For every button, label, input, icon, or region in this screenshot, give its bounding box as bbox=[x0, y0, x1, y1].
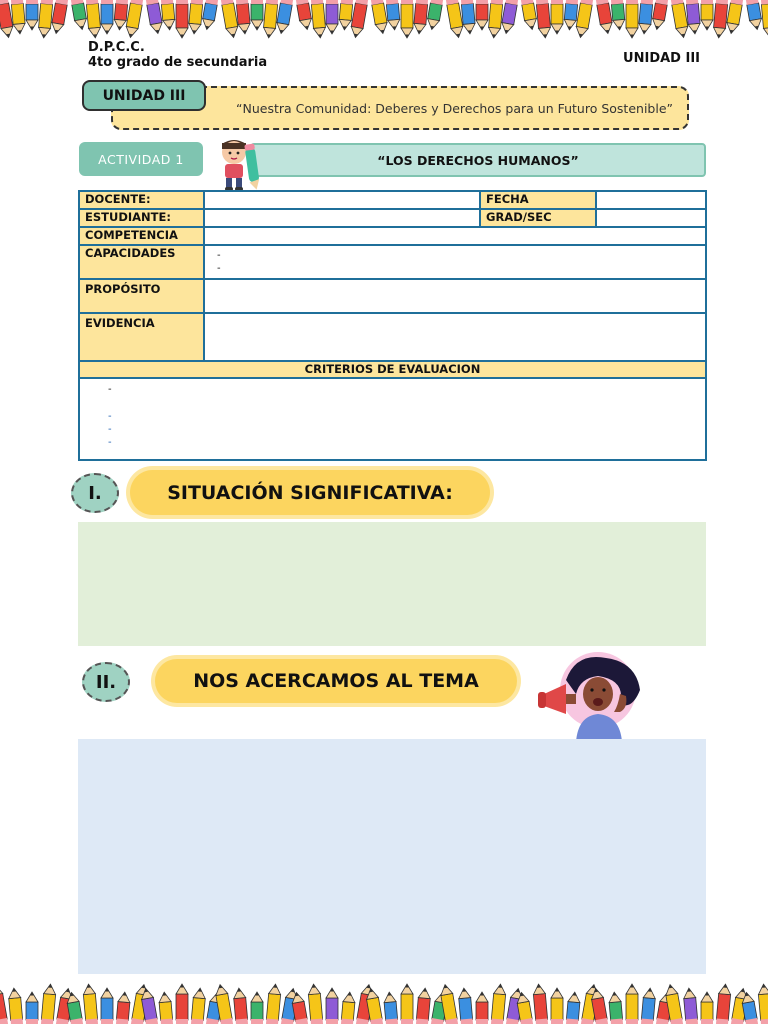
pencil-decoration bbox=[651, 0, 668, 31]
pencil-border-bottom bbox=[0, 974, 768, 1024]
pencil-decoration bbox=[416, 988, 431, 1024]
pencil-decoration bbox=[158, 992, 173, 1024]
pencil-decoration bbox=[83, 984, 99, 1024]
proposito-value[interactable] bbox=[204, 279, 706, 313]
school-header bbox=[88, 40, 267, 70]
pencil-decoration bbox=[713, 0, 728, 38]
activity-title: “LOS DERECHOS HUMANOS” bbox=[250, 143, 706, 177]
pencil-decoration bbox=[758, 984, 768, 1024]
activity-info-table bbox=[78, 190, 707, 461]
pencil-decoration bbox=[746, 0, 763, 31]
pencil-decoration bbox=[26, 992, 38, 1024]
boy-with-pencil-illustration bbox=[214, 134, 266, 192]
pencil-decoration bbox=[683, 988, 698, 1024]
pencil-decoration bbox=[491, 984, 507, 1024]
pencil-decoration bbox=[563, 0, 578, 30]
unit-title-text: “Nuestra Comunidad: Deberes y Derechos para un Futuro Sostenible” bbox=[236, 100, 673, 116]
pencil-decoration bbox=[188, 0, 203, 34]
pencil-decoration bbox=[251, 0, 263, 30]
pencil-decoration bbox=[338, 0, 353, 30]
pencil-decoration bbox=[608, 992, 623, 1024]
activity-badge: ACTIVIDAD 1 bbox=[79, 142, 203, 176]
pencil-decoration bbox=[626, 984, 638, 1024]
dpcc-label: D.P.C.C. bbox=[88, 40, 145, 55]
pencil-decoration bbox=[413, 0, 428, 34]
pencil-decoration bbox=[26, 0, 38, 30]
pencil-decoration bbox=[11, 0, 26, 34]
pencil-decoration bbox=[101, 0, 113, 34]
pencil-decoration bbox=[638, 0, 653, 34]
pencil-decoration bbox=[383, 992, 398, 1024]
criterio-item: - bbox=[108, 437, 112, 448]
criterios-value[interactable] bbox=[79, 378, 706, 460]
pencil-decoration bbox=[101, 988, 113, 1024]
pencil-decoration bbox=[326, 988, 338, 1024]
pencil-decoration bbox=[233, 988, 248, 1024]
pencil-decoration bbox=[341, 992, 356, 1024]
pencil-decoration bbox=[326, 0, 338, 34]
pencil-decoration bbox=[41, 984, 57, 1024]
docente-value[interactable] bbox=[204, 191, 480, 209]
pencil-decoration bbox=[761, 0, 768, 38]
pencil-decoration bbox=[191, 988, 206, 1024]
pencil-decoration bbox=[38, 0, 53, 38]
capacidades-label: CAPACIDADES bbox=[79, 245, 204, 279]
section-2-title: NOS ACERCAMOS AL TEMA bbox=[155, 659, 517, 703]
criterio-item: - bbox=[108, 384, 112, 395]
section-1-title: SITUACIÓN SIGNIFICATIVA: bbox=[130, 470, 490, 515]
pencil-decoration bbox=[521, 0, 538, 31]
pencil-decoration bbox=[251, 992, 263, 1024]
pencil-decoration bbox=[113, 0, 128, 30]
fecha-label: FECHA bbox=[480, 191, 596, 209]
pencil-decoration bbox=[311, 0, 326, 38]
pencil-border-top bbox=[0, 0, 768, 42]
pencil-decoration bbox=[86, 0, 101, 38]
capacidad-item: - bbox=[217, 250, 221, 261]
girl-with-megaphone-illustration bbox=[536, 650, 646, 742]
section-2-number: II. bbox=[82, 662, 130, 702]
pencil-decoration bbox=[386, 0, 401, 30]
capacidades-value[interactable] bbox=[204, 245, 706, 279]
pencil-decoration bbox=[686, 0, 701, 34]
competencia-value[interactable] bbox=[204, 227, 706, 245]
estudiante-label: ESTUDIANTE: bbox=[79, 209, 204, 227]
pencil-decoration bbox=[716, 984, 732, 1024]
criterio-item: - bbox=[108, 411, 112, 422]
proposito-label: PROPÓSITO bbox=[79, 279, 204, 313]
pencil-decoration bbox=[701, 992, 713, 1024]
pencil-decoration bbox=[488, 0, 503, 38]
pencil-decoration bbox=[458, 988, 473, 1024]
pencil-decoration bbox=[308, 984, 324, 1024]
evidencia-value[interactable] bbox=[204, 313, 706, 361]
criterios-header: CRITERIOS DE EVALUACION bbox=[79, 361, 706, 378]
evidencia-label: EVIDENCIA bbox=[79, 313, 204, 361]
pencil-decoration bbox=[8, 988, 23, 1024]
nos-acercamos-box[interactable] bbox=[78, 739, 706, 974]
pencil-decoration bbox=[296, 0, 313, 31]
competencia-label: COMPETENCIA bbox=[79, 227, 204, 245]
pencil-decoration bbox=[461, 0, 476, 34]
pencil-decoration bbox=[611, 0, 626, 30]
gradsec-label: GRAD/SEC bbox=[480, 209, 596, 227]
pencil-decoration bbox=[176, 984, 188, 1024]
pencil-decoration bbox=[551, 0, 563, 34]
pencil-decoration bbox=[176, 0, 188, 38]
pencil-decoration bbox=[236, 0, 251, 34]
pencil-decoration bbox=[536, 0, 551, 38]
pencil-decoration bbox=[161, 0, 176, 30]
pencil-decoration bbox=[566, 992, 581, 1024]
fecha-value[interactable] bbox=[596, 191, 706, 209]
pencil-decoration bbox=[71, 0, 88, 31]
criterio-item: - bbox=[108, 424, 112, 435]
pencil-decoration bbox=[116, 992, 131, 1024]
pencil-decoration bbox=[701, 0, 713, 30]
grade-label: 4to grado de secundaria bbox=[88, 55, 268, 70]
pencil-decoration bbox=[401, 984, 413, 1024]
pencil-decoration bbox=[401, 0, 413, 38]
pencil-decoration bbox=[426, 0, 443, 31]
docente-label: DOCENTE: bbox=[79, 191, 204, 209]
pencil-decoration bbox=[476, 992, 488, 1024]
unit-badge: UNIDAD III bbox=[82, 80, 206, 111]
gradsec-value[interactable] bbox=[596, 209, 706, 227]
pencil-decoration bbox=[201, 0, 218, 31]
unit-label-right: UNIDAD III bbox=[623, 51, 700, 66]
capacidad-item: - bbox=[217, 263, 221, 274]
pencil-decoration bbox=[263, 0, 278, 38]
pencil-decoration bbox=[626, 0, 638, 38]
estudiante-value[interactable] bbox=[204, 209, 480, 227]
pencil-decoration bbox=[476, 0, 488, 30]
pencil-decoration bbox=[0, 984, 8, 1024]
pencil-decoration bbox=[641, 988, 656, 1024]
pencil-decoration bbox=[551, 988, 563, 1024]
situacion-significativa-box[interactable] bbox=[78, 522, 706, 646]
pencil-decoration bbox=[533, 984, 549, 1024]
section-1-number: I. bbox=[71, 473, 119, 513]
pencil-decoration bbox=[266, 984, 282, 1024]
